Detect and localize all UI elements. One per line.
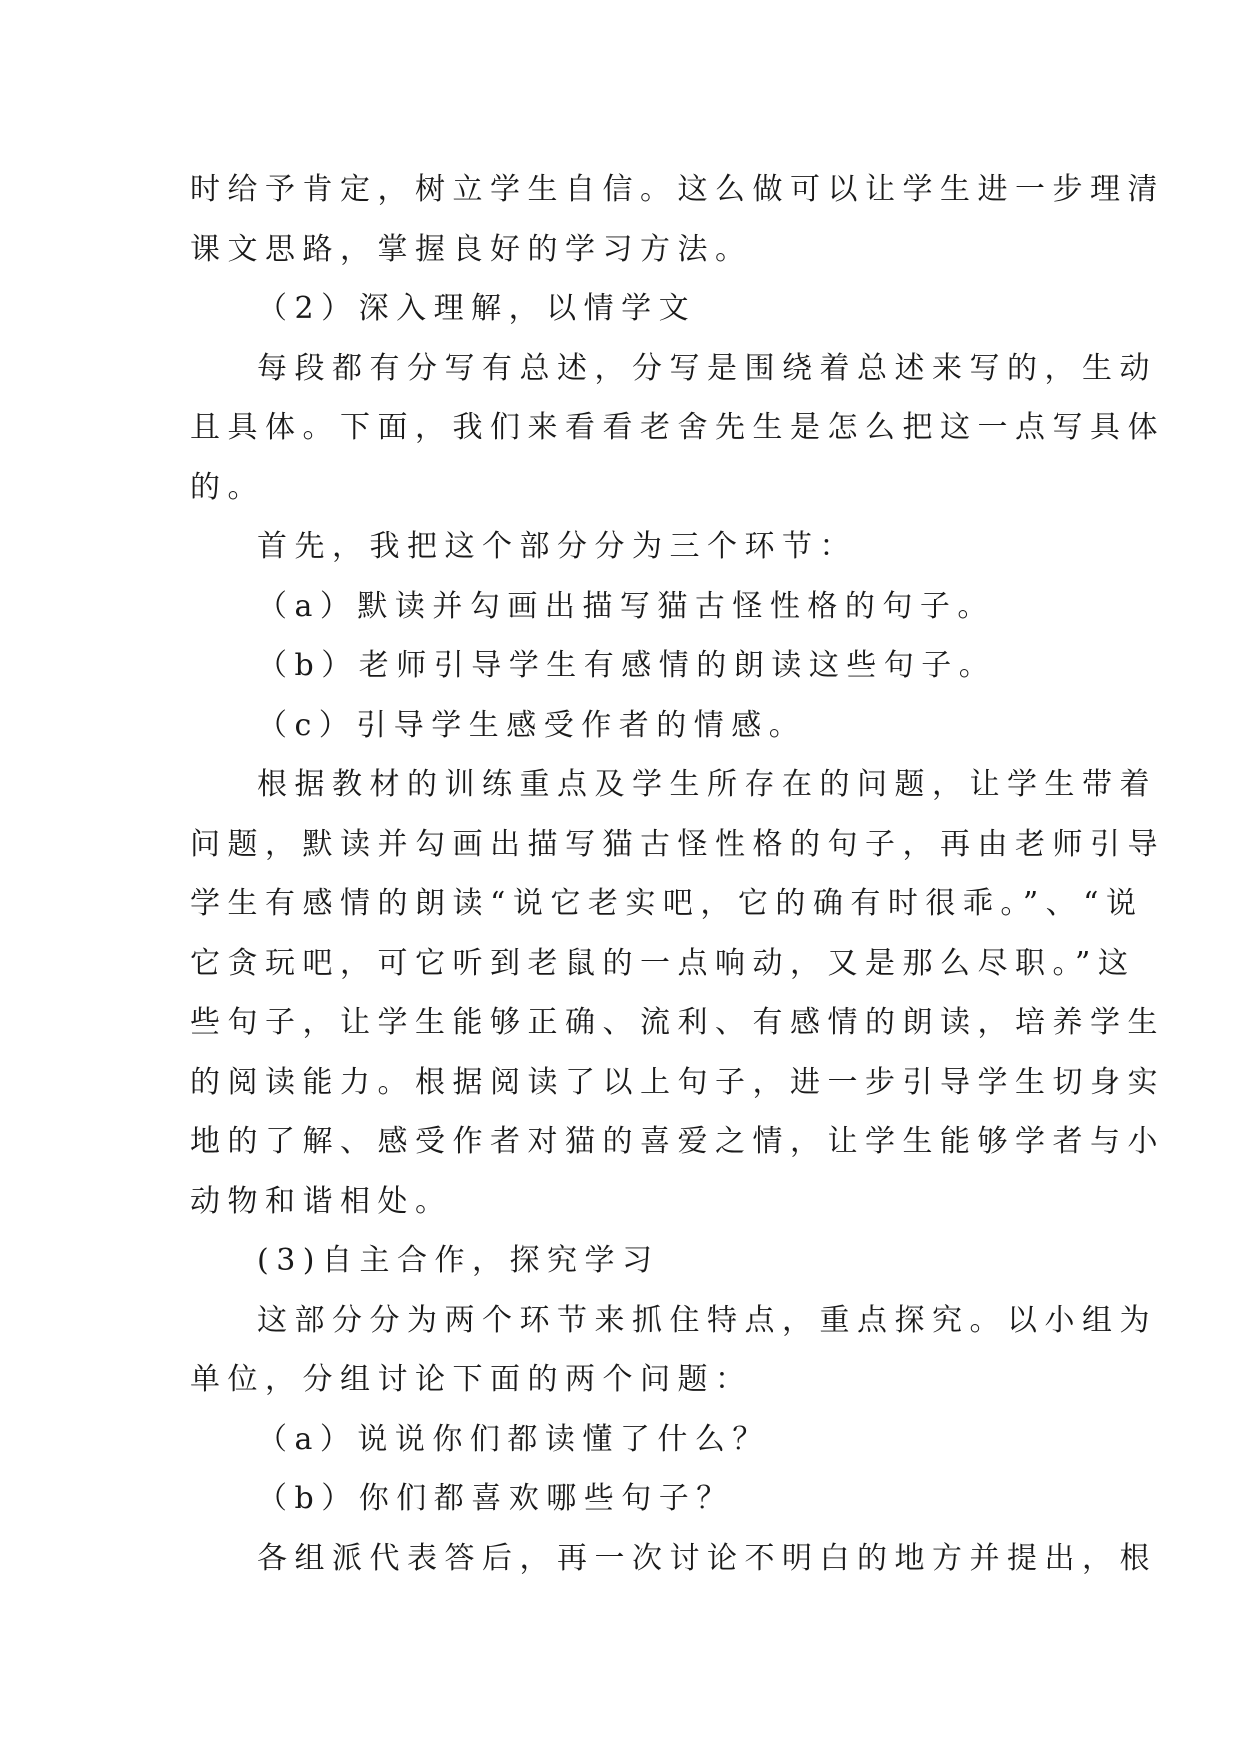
- text-line: 些句子，让学生能够正确、流利、有感情的朗读，培养学生: [190, 1005, 1165, 1040]
- text-line: 地的了解、感受作者对猫的喜爱之情，让学生能够学者与小: [190, 1124, 1165, 1159]
- text-line: 各组派代表答后，再一次讨论不明白的地方并提出，根: [257, 1540, 1157, 1576]
- text-line: 单位，分组讨论下面的两个问题：: [190, 1362, 753, 1397]
- text-line: （b）你们都喜欢哪些句子？: [257, 1481, 734, 1516]
- text-line: 问题，默读并勾画出描写猫古怪性格的句子，再由老师引导: [190, 826, 1165, 862]
- text-line: 的。: [190, 469, 265, 505]
- document-body: [190, 160, 1165, 1588]
- text-line: 它贪玩吧，可它听到老鼠的一点响动，又是那么尽职。”这: [190, 945, 1136, 981]
- text-line: 动物和谐相处。: [190, 1183, 453, 1219]
- text-line: （2）深入理解，以情学文: [257, 291, 697, 326]
- text-line: 根据教材的训练重点及学生所存在的问题，让学生带着: [257, 767, 1157, 802]
- text-line: 这部分分为两个环节来抓住特点，重点探究。以小组为: [257, 1302, 1157, 1338]
- text-line: 学生有感情的朗读“说它老实吧，它的确有时很乖。”、“说: [190, 886, 1144, 921]
- text-line: （b）老师引导学生有感情的朗读这些句子。: [257, 648, 997, 683]
- text-line: 的阅读能力。根据阅读了以上句子，进一步引导学生切身实: [190, 1064, 1165, 1100]
- text-line: 课文思路，掌握良好的学习方法。: [190, 231, 753, 267]
- text-line: （c）引导学生感受作者的情感。: [257, 707, 807, 743]
- text-line: （a）默读并勾画出描写猫古怪性格的句子。: [257, 588, 995, 624]
- text-line: 每段都有分写有总述，分写是围绕着总述来写的，生动: [257, 350, 1157, 386]
- text-line: （a）说说你们都读懂了什么？: [257, 1421, 770, 1457]
- text-line: (3)自主合作，探究学习: [257, 1243, 660, 1278]
- text-line: 且具体。下面，我们来看看老舍先生是怎么把这一点写具体: [190, 410, 1165, 445]
- text-line: 时给予肯定，树立学生自信。这么做可以让学生进一步理清: [190, 172, 1165, 207]
- text-line: 首先，我把这个部分分为三个环节：: [257, 529, 857, 564]
